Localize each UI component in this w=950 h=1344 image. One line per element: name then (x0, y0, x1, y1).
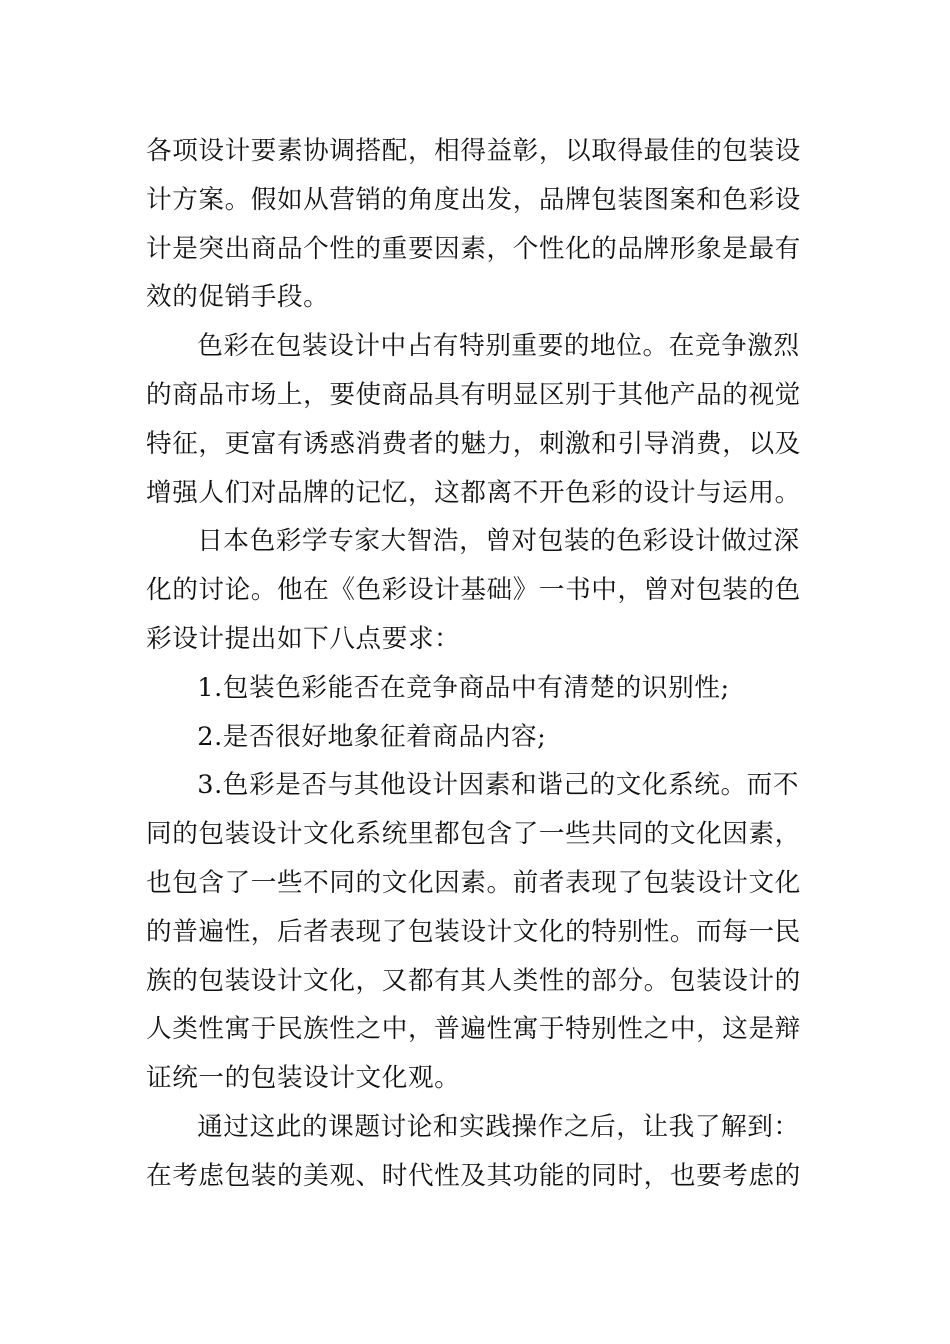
body-text (146, 127, 808, 1201)
text-line: 通过这此的课题讨论和实践操作之后，让我了解到： (197, 1111, 800, 1142)
text-line: 1.包装色彩能否在竞争商品中有清楚的识别性; (197, 672, 730, 703)
text-line: 色彩在包装设计中占有特别重要的地位。在竞争激烈 (197, 331, 800, 362)
text-line: 特征，更富有诱惑消费者的魅力，刺激和引导消费，以及 (146, 428, 801, 459)
text-line: 证统一的包装设计文化观。 (146, 1063, 461, 1094)
text-line: 日本色彩学专家大智浩，曾对包装的色彩设计做过深 (197, 526, 800, 557)
text-line: 增强人们对品牌的记忆，这都离不开色彩的设计与运用。 (146, 477, 801, 508)
text-line: 彩设计提出如下八点要求： (146, 623, 461, 654)
text-line: 化的讨论。他在《色彩设计基础》一书中，曾对包装的色 (146, 575, 801, 606)
text-line: 的普遍性，后者表现了包装设计文化的特别性。而每一民 (146, 916, 801, 947)
text-line: 族的包装设计文化，又都有其人类性的部分。包装设计的 (146, 965, 801, 996)
text-line: 也包含了一些不同的文化因素。前者表现了包装设计文化 (146, 867, 801, 898)
text-line: 2.是否很好地象征着商品内容; (197, 721, 547, 752)
text-line: 在考虑包装的美观、时代性及其功能的同时，也要考虑的 (146, 1160, 801, 1191)
text-line: 同的包装设计文化系统里都包含了一些共同的文化因素， (146, 819, 801, 850)
text-line: 效的促销手段。 (146, 282, 330, 313)
text-line: 计方案。假如从营销的角度出发，品牌包装图案和色彩设 (146, 184, 801, 215)
text-line: 人类性寓于民族性之中，普遍性寓于特别性之中，这是辩 (146, 1014, 801, 1045)
text-line: 计是突出商品个性的重要因素，个性化的品牌形象是最有 (146, 233, 801, 264)
text-line: 的商品市场上，要使商品具有明显区别于其他产品的视觉 (146, 379, 801, 410)
text-line: 3.色彩是否与其他设计因素和谐己的文化系统。而不 (197, 770, 800, 801)
text-line: 各项设计要素协调搭配，相得益彰，以取得最佳的包装设 (146, 136, 801, 166)
